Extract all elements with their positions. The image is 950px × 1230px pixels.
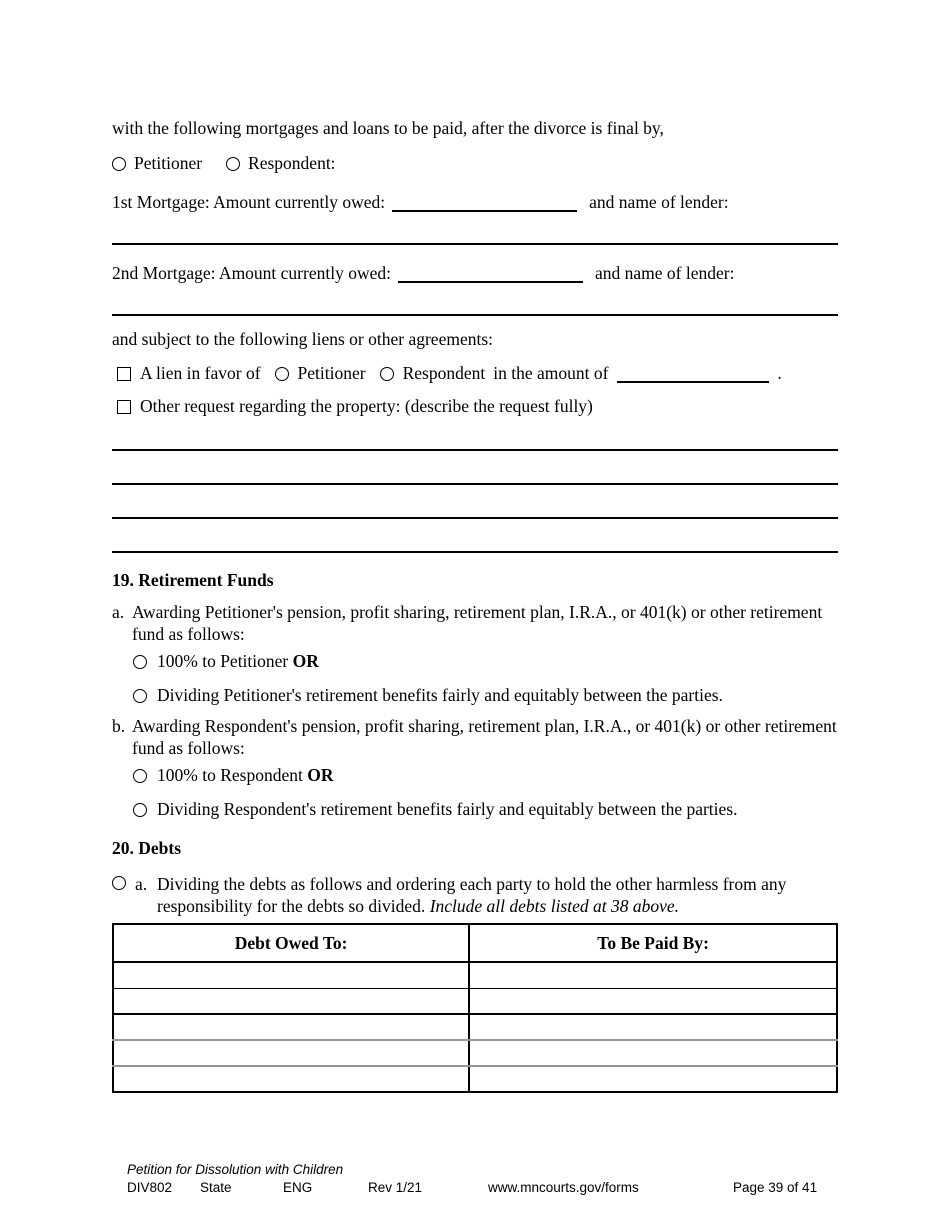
- lien-respondent-radio[interactable]: [380, 367, 394, 381]
- table-row: [113, 962, 837, 988]
- table-cell[interactable]: [469, 1040, 837, 1066]
- lien-petitioner-radio-label: Petitioner: [297, 363, 366, 383]
- petitioner-or-text: OR: [292, 651, 319, 671]
- first-mortgage-amount-field[interactable]: [392, 196, 577, 212]
- lien-sentence-period: .: [777, 363, 782, 383]
- write-in-line[interactable]: [112, 517, 838, 519]
- table-row: [113, 988, 837, 1014]
- respondent-100-option: [133, 764, 838, 786]
- retirement-item-b: [112, 715, 838, 759]
- petitioner-100-option: [133, 650, 838, 672]
- other-request-row: [112, 395, 838, 417]
- table-cell[interactable]: [113, 1066, 469, 1092]
- respondent-divide-radio[interactable]: [133, 803, 147, 817]
- respondent-radio-label: Respondent:: [248, 153, 336, 173]
- second-lender-write-in-line[interactable]: [112, 314, 838, 316]
- footer-language: ENG: [283, 1180, 313, 1195]
- lien-option-row: [112, 362, 838, 384]
- second-mortgage-amount-field[interactable]: [398, 267, 583, 283]
- debt-table: [112, 923, 838, 1093]
- debts-item-a-main-text: Dividing the debts as follows and ordering each party to hold the other harmless from any responsibility for the debts so divided.: [157, 874, 787, 916]
- page-footer: [127, 1162, 838, 1197]
- debts-item-a-text: [157, 873, 838, 917]
- footer-info-row: [127, 1180, 838, 1197]
- table-cell[interactable]: [113, 1040, 469, 1066]
- debts-item-a-prefix: a.: [135, 874, 148, 894]
- table-row: [113, 1040, 837, 1066]
- first-mortgage-label: 1st Mortgage: Amount currently owed:: [112, 192, 386, 212]
- table-row: [113, 1014, 837, 1040]
- to-be-paid-by-header: To Be Paid By:: [469, 924, 837, 962]
- respondent-divide-label: Dividing Respondent's retirement benefits fairly and equitably between the parties.: [157, 799, 738, 819]
- lien-amount-label: in the amount of: [493, 363, 609, 383]
- footer-page-number: Page 39 of 41: [733, 1180, 818, 1195]
- table-cell[interactable]: [469, 988, 837, 1014]
- table-cell[interactable]: [469, 1014, 837, 1040]
- second-mortgage-row: [112, 262, 838, 288]
- table-cell[interactable]: [113, 962, 469, 988]
- respondent-100-radio[interactable]: [133, 769, 147, 783]
- footer-jurisdiction: State: [200, 1180, 232, 1195]
- lien-checkbox-label: A lien in favor of: [140, 363, 261, 383]
- first-mortgage-row: [112, 191, 838, 217]
- item-a-text: Awarding Petitioner's pension, profit sharing, retirement plan, I.R.A., or 401(k) or other retirement fund as follows:: [132, 602, 823, 644]
- respondent-100-label: 100% to Respondent: [157, 765, 303, 785]
- liens-intro-text: and subject to the following liens or other agreements:: [112, 329, 494, 349]
- mortgage-intro-text: with the following mortgages and loans to be paid, after the divorce is final by,: [112, 118, 664, 138]
- petitioner-100-radio[interactable]: [133, 655, 147, 669]
- table-cell[interactable]: [469, 962, 837, 988]
- petitioner-divide-option: [133, 684, 838, 706]
- write-in-line[interactable]: [112, 551, 838, 553]
- debts-item-a-italic-note: Include all debts listed at 38 above.: [429, 896, 680, 916]
- table-cell[interactable]: [469, 1066, 837, 1092]
- section-20-heading: 20. Debts: [112, 838, 182, 858]
- payer-options-row: [112, 152, 838, 174]
- table-row: [113, 1066, 837, 1092]
- lien-respondent-radio-label: Respondent: [402, 363, 486, 383]
- lien-petitioner-radio[interactable]: [275, 367, 289, 381]
- item-b-prefix: b.: [112, 716, 126, 736]
- other-request-checkbox[interactable]: [117, 400, 131, 414]
- debts-item-a: [112, 873, 838, 917]
- footer-website: www.mncourts.gov/forms: [488, 1180, 639, 1195]
- lien-amount-field[interactable]: [617, 367, 769, 383]
- petitioner-divide-label: Dividing Petitioner's retirement benefits fairly and equitably between the parties.: [157, 685, 723, 705]
- debt-table-body: [113, 962, 837, 1092]
- footer-form-id: DIV802: [127, 1180, 173, 1195]
- debt-owed-to-header: Debt Owed To:: [113, 924, 469, 962]
- second-mortgage-lender-label: and name of lender:: [594, 263, 735, 283]
- lien-checkbox[interactable]: [117, 367, 131, 381]
- item-a-prefix: a.: [112, 602, 125, 622]
- write-in-line[interactable]: [112, 483, 838, 485]
- respondent-radio[interactable]: [226, 157, 240, 171]
- retirement-item-a: [112, 601, 838, 645]
- form-body: [112, 117, 838, 1093]
- other-request-label: Other request regarding the property: (describe the request fully): [140, 396, 593, 416]
- first-mortgage-lender-label: and name of lender:: [589, 192, 729, 212]
- second-mortgage-label: 2nd Mortgage: Amount currently owed:: [112, 263, 391, 283]
- petitioner-100-label: 100% to Petitioner: [157, 651, 289, 671]
- footer-revision: Rev 1/21: [368, 1180, 423, 1195]
- debts-item-a-radio[interactable]: [112, 876, 126, 890]
- table-cell[interactable]: [113, 1014, 469, 1040]
- respondent-divide-option: [133, 798, 838, 820]
- petitioner-radio[interactable]: [112, 157, 126, 171]
- table-cell[interactable]: [113, 988, 469, 1014]
- section-19-heading: 19. Retirement Funds: [112, 570, 274, 590]
- footer-form-title: Petition for Dissolution with Children: [127, 1162, 344, 1177]
- item-b-text: Awarding Respondent's pension, profit sharing, retirement plan, I.R.A., or 401(k) or other retirement fund as follows:: [132, 716, 837, 758]
- petitioner-radio-label: Petitioner: [134, 153, 203, 173]
- debt-table-header-row: [113, 924, 837, 962]
- first-lender-write-in-line[interactable]: [112, 243, 838, 245]
- write-in-line[interactable]: [112, 449, 838, 451]
- respondent-or-text: OR: [307, 765, 334, 785]
- petitioner-divide-radio[interactable]: [133, 689, 147, 703]
